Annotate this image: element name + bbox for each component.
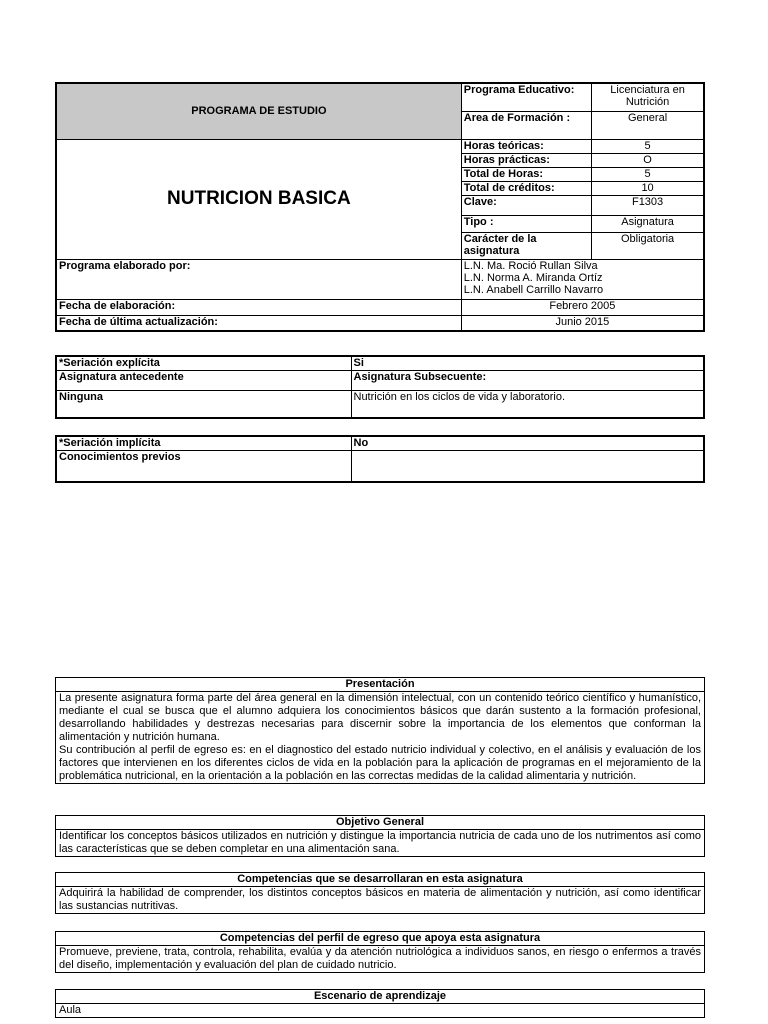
seriacion-implicita-label: *Seriación implícita (56, 436, 351, 450)
conocimientos-label: Conocimientos previos (56, 450, 351, 482)
field-value: 5 (592, 139, 704, 153)
field-label: Area de Formación : (461, 111, 591, 139)
seriacion-explicita-table (55, 355, 705, 419)
fecha-elaboracion-value: Febrero 2005 (461, 299, 704, 315)
conocimientos-value (351, 450, 704, 482)
presentacion-title: Presentación (56, 678, 704, 692)
fecha-actualizacion-label: Fecha de última actualización: (56, 315, 461, 331)
field-label: Clave: (461, 195, 591, 215)
field-value: Licenciatura en Nutrición (592, 83, 704, 111)
escenario-title: Escenario de aprendizaje (56, 990, 704, 1004)
presentacion-section (55, 677, 705, 784)
course-title-cell (56, 139, 461, 259)
author: L.N. Ma. Roció Rullan Silva (463, 259, 598, 272)
field-value: General (592, 111, 704, 139)
presentacion-body (56, 692, 704, 783)
field-value: F1303 (592, 195, 704, 215)
field-value: O (592, 153, 704, 167)
course-title: NUTRICION BASICA (167, 188, 351, 209)
presentacion-paragraph: Su contribución al perfil de egreso es: en el diagnostico del estado nutricio individual y colectivo, en el análisis y evaluación de los factores que intervienen en los diferentes ciclos de vida en la población para la aplicación de programas en el mejoramiento de la problemática nutricional, en la orientación a la población en las correctas medidas de la calidad alimentaria y nutrición. (59, 744, 701, 782)
antecedente-label: Asignatura antecedente (56, 370, 351, 390)
field-value: 10 (592, 181, 704, 195)
field-label: Horas teóricas: (461, 139, 591, 153)
competencias-body: Adquirirá la habilidad de comprender, los distintos conceptos básicos en materia de alimentación y nutrición, así como identificar las sustancias nutritivas. (59, 887, 701, 912)
escenario-body: Aula (59, 1004, 82, 1016)
field-label: Total de Horas: (461, 167, 591, 181)
field-value: Obligatoria (592, 232, 704, 259)
seriacion-implicita-value: No (351, 436, 704, 450)
elaborado-label: Programa elaborado por: (56, 259, 461, 299)
perfil-egreso-body: Promueve, previene, trata, controla, rehabilita, evalúa y da atención nutriológica a individuos sanos, en riesgo o enfermos a través del diseño, implementación y evaluación del plan de cuidado nutricio. (59, 946, 701, 971)
fecha-elaboracion-label: Fecha de elaboración: (56, 299, 461, 315)
competencias-section (55, 872, 705, 914)
seriacion-explicita-label: *Seriación explícita (56, 356, 351, 370)
competencias-title: Competencias que se desarrollaran en esta asignatura (56, 873, 704, 887)
author: L.N. Anabell Carrillo Navarro (463, 283, 604, 296)
field-value: Asignatura (592, 215, 704, 232)
author: L.N. Norma A. Miranda Ortíz (463, 271, 603, 284)
program-header-table (55, 82, 705, 332)
field-label: Total de créditos: (461, 181, 591, 195)
program-label-cell (56, 83, 461, 139)
escenario-section (55, 989, 705, 1018)
perfil-egreso-section (55, 931, 705, 973)
subsecuente-value: Nutrición en los ciclos de vida y laboratorio. (351, 390, 704, 418)
field-label: Horas prácticas: (461, 153, 591, 167)
field-label: Carácter de la asignatura (461, 232, 591, 259)
subsecuente-label: Asignatura Subsecuente: (351, 370, 704, 390)
seriacion-implicita-table (55, 435, 705, 483)
field-value: 5 (592, 167, 704, 181)
authors-cell (461, 259, 704, 299)
field-label: Programa Educativo: (461, 83, 591, 111)
perfil-egreso-title: Competencias del perfil de egreso que apoya esta asignatura (56, 932, 704, 946)
objetivo-section (55, 815, 705, 857)
seriacion-explicita-value: Si (351, 356, 704, 370)
objetivo-body: Identificar los conceptos básicos utilizados en nutrición y distingue la importancia nutricia de cada uno de los nutrimentos así como las características que se deben completar en una alimentación sana. (59, 830, 701, 855)
presentacion-paragraph: La presente asignatura forma parte del área general en la dimensión intelectual, con un contenido teórico científico y humanístico, mediante el cual se busca que el alumno adquiera los conocimientos básicos que darán sustento a la formación profesional, desarrollando habilidades y destrezas necesarias para discernir sobre la importancia de los elementos que conforman la alimentación y nutrición humana. (59, 692, 701, 743)
fecha-actualizacion-value: Junio 2015 (461, 315, 704, 331)
field-label: Tipo : (461, 215, 591, 232)
objetivo-title: Objetivo General (56, 816, 704, 830)
program-label: PROGRAMA DE ESTUDIO (191, 105, 327, 118)
antecedente-value: Ninguna (56, 390, 351, 418)
